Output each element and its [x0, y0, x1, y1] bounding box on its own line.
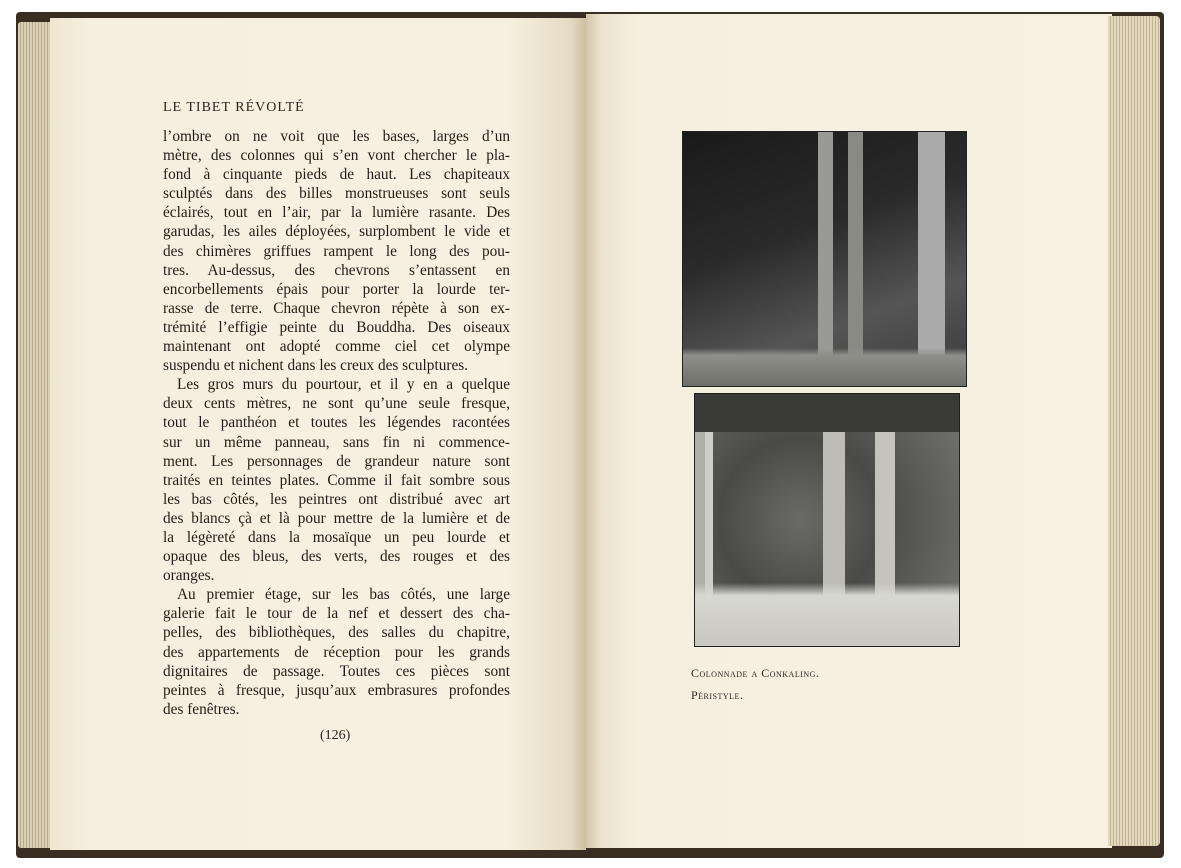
text-line: les bas côtés, les peintres ont distribué avec art	[163, 490, 510, 508]
text-line: suspendu et nichent dans les creux des sculptures.	[163, 357, 469, 375]
body-text	[163, 127, 510, 719]
page-edges-left	[18, 22, 54, 848]
text-line: des fenêtres.	[163, 700, 240, 718]
caption-colonnade: Colonnade a Conkaling.	[691, 666, 820, 680]
text-line: l’ombre on ne voit que les bases, larges d’un	[163, 128, 510, 145]
caption-peristyle: Péristyle.	[691, 688, 744, 702]
text-line: Au premier étage, sur les bas côtés, une large	[177, 586, 510, 604]
photo-colonnade	[682, 131, 967, 387]
text-line: tres. Au-dessus, des chevrons s’entassent en	[163, 261, 510, 279]
text-line: tout le panthéon et toutes les légendes racontées	[163, 414, 510, 432]
running-head: LE TIBET RÉVOLTÉ	[163, 100, 305, 115]
text-line: la légèreté dans la mosaïque un peu lourde et	[163, 528, 510, 546]
text-line: rasse de terre. Chaque chevron répète à son ex-	[163, 299, 510, 317]
text-line: deux cents mètres, ne sont qu’une seule fresque,	[163, 395, 510, 413]
text-line: Les gros murs du pourtour, et il y en a quelque	[177, 376, 510, 394]
text-line: galerie fait le tour de la nef et dessert des cha-	[163, 605, 510, 623]
text-line: mètre, des colonnes qui s’en vont chercher le pla-	[163, 147, 510, 165]
text-line: des appartements de réception pour les grands	[163, 643, 510, 661]
text-line: des chimères griffues rampent le long des pou-	[163, 242, 510, 260]
text-line: fond à cinquante pieds de haut. Les chapiteaux	[163, 166, 510, 184]
text-line: garudas, les ailes déployées, surplombent le vide et	[163, 223, 510, 241]
photo-peristyle	[694, 393, 960, 647]
text-line: dignitaires de passage. Toutes ces pièces sont	[163, 662, 510, 680]
text-line: pelles, des bibliothèques, des salles du chapitre,	[163, 624, 510, 642]
text-line: éclairés, tout en l’air, par la lumière rasante. Des	[163, 204, 510, 222]
text-line: sculptés dans des billes monstrueuses sont seuls	[163, 185, 510, 203]
text-line: oranges.	[163, 567, 215, 585]
text-line: trémité l’effigie peinte du Bouddha. Des oiseaux	[163, 318, 510, 336]
text-line: peintes à fresque, jusqu’aux embrasures profondes	[163, 681, 510, 699]
text-line: opaque des bleus, des verts, des rouges et des	[163, 548, 510, 566]
text-line: ment. Les personnages de grandeur nature sont	[163, 452, 510, 470]
text-line: encorbellements épais pour porter la lourde ter-	[163, 280, 510, 298]
page-number: (126)	[320, 728, 351, 743]
text-line: traités en teintes plates. Comme il fait sombre sous	[163, 471, 510, 489]
page-edges-right	[1108, 16, 1160, 846]
text-line: des blancs çà et là pour mettre de la lumière et de	[163, 509, 510, 527]
text-line: maintenant ont adopté comme ciel cet olympe	[163, 338, 510, 356]
text-line: sur un même panneau, sans fin ni commence-	[163, 433, 510, 451]
